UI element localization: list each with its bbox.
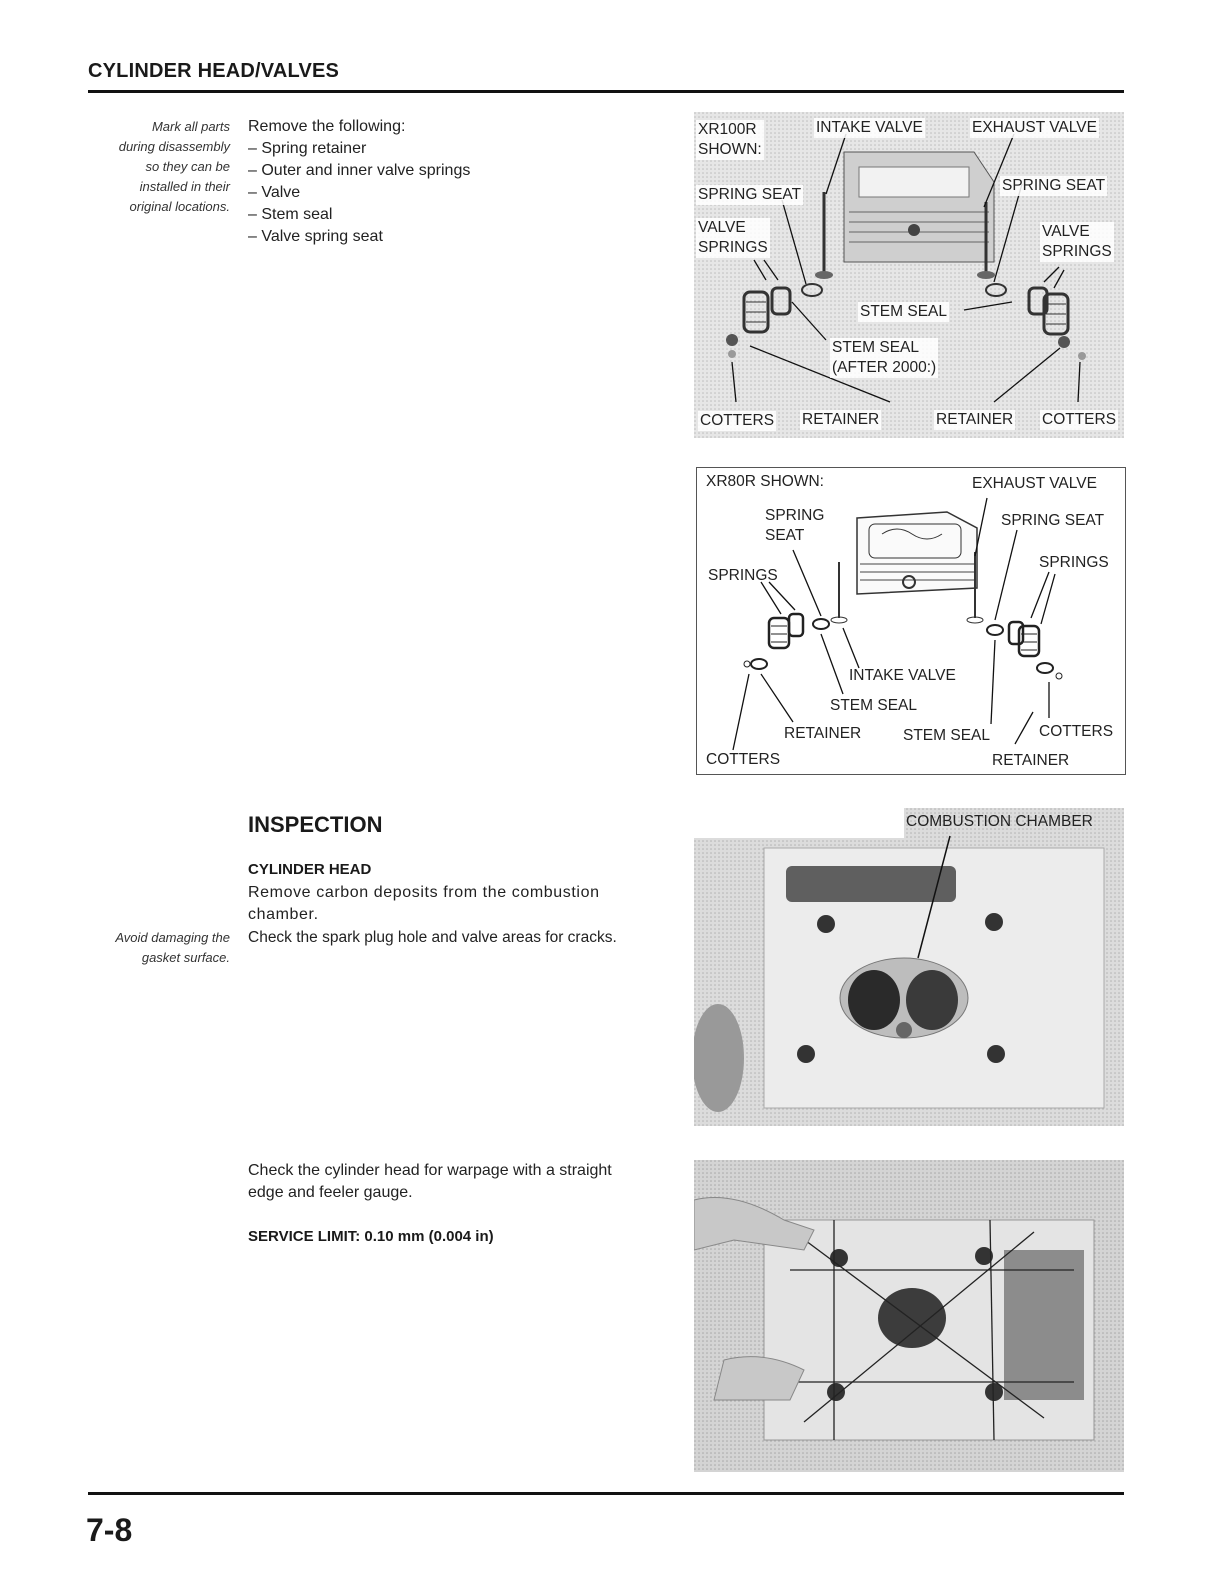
label-intake-valve: INTAKE VALVE	[816, 119, 923, 136]
label-xr100r-shown	[696, 120, 764, 160]
label-retainer-left: RETAINER	[784, 725, 862, 742]
removal-intro: Remove the following:	[248, 118, 406, 135]
label-retainer-right: RETAINER	[992, 752, 1070, 769]
paragraph-line: Check the cylinder head for warpage with a straight	[248, 1162, 612, 1179]
label-exhaust-valve: EXHAUST VALVE	[972, 475, 1097, 492]
side-note-line: Avoid damaging the	[115, 930, 230, 945]
label-text: SHOWN:	[698, 141, 762, 158]
section-title: CYLINDER HEAD/VALVES	[88, 60, 340, 82]
xr100r-valve-diagram	[694, 112, 1124, 438]
label-combustion-chamber: COMBUSTION CHAMBER	[906, 813, 1093, 830]
carbon-deposits-paragraph	[248, 882, 600, 926]
label-cotters-left: COTTERS	[700, 412, 775, 429]
label-cotters-right: COTTERS	[1042, 411, 1117, 428]
label-cotters-right: COTTERS	[1039, 723, 1114, 740]
gasket-side-note	[85, 928, 230, 968]
label-spring-seat-right: SPRING SEAT	[1002, 177, 1106, 194]
removal-list	[248, 116, 470, 248]
label-text: XR100R	[698, 121, 757, 138]
label-text: STEM SEAL	[832, 339, 919, 356]
warpage-check-image	[694, 1160, 1124, 1472]
label-text: (AFTER 2000:)	[832, 359, 937, 376]
label-text: SPRINGS	[1042, 243, 1112, 260]
cylinder-head-subheading: CYLINDER HEAD	[248, 861, 372, 878]
paragraph-line: Remove carbon deposits from the combustion	[248, 884, 600, 901]
label-exhaust-valve: EXHAUST VALVE	[972, 119, 1097, 136]
label-text: VALVE	[698, 219, 746, 236]
label-text: VALVE	[1042, 223, 1090, 240]
removal-item: – Outer and inner valve springs	[248, 162, 471, 179]
disassembly-side-note	[85, 117, 230, 217]
side-note-line: so they can be	[145, 159, 230, 174]
label-stem-seal-after-2000	[830, 338, 938, 378]
label-springs-left: SPRINGS	[708, 567, 778, 584]
xr80r-valve-diagram	[696, 467, 1126, 775]
label-retainer-left: RETAINER	[802, 411, 880, 428]
label-text: SPRING	[765, 507, 825, 524]
warpage-check-photo	[694, 1160, 1124, 1472]
label-text: SPRINGS	[698, 239, 768, 256]
label-stem-seal-right: STEM SEAL	[903, 727, 990, 744]
removal-item: – Valve spring seat	[248, 228, 383, 245]
side-note-line: gasket surface.	[141, 950, 230, 965]
label-cotters-left: COTTERS	[706, 751, 781, 768]
label-stem-seal-center: STEM SEAL	[830, 697, 917, 714]
page-number: 7-8	[86, 1512, 133, 1548]
label-spring-seat-right: SPRING SEAT	[1001, 512, 1105, 529]
side-note-line: original locations.	[129, 199, 230, 214]
combustion-chamber-photo	[694, 808, 1124, 1126]
footer-rule	[88, 1492, 1124, 1495]
label-text: SEAT	[765, 527, 805, 544]
combustion-chamber-image	[694, 808, 1124, 1126]
label-xr80r-shown: XR80R SHOWN:	[706, 473, 824, 490]
paragraph-line: chamber.	[248, 906, 319, 923]
header-rule	[88, 90, 1124, 93]
label-valve-springs-left	[696, 218, 770, 258]
label-spring-seat-left: SPRING SEAT	[698, 186, 802, 203]
service-limit: SERVICE LIMIT: 0.10 mm (0.004 in)	[248, 1228, 494, 1245]
warpage-paragraph	[248, 1160, 612, 1204]
side-note-line: Mark all parts	[151, 119, 230, 134]
removal-item: – Stem seal	[248, 206, 333, 223]
label-stem-seal: STEM SEAL	[860, 303, 947, 320]
paragraph-line: edge and feeler gauge.	[248, 1184, 413, 1201]
label-springs-right: SPRINGS	[1039, 554, 1109, 571]
xr100r-illustration	[694, 112, 1124, 438]
crack-check-text: Check the spark plug hole and valve areas for cracks.	[248, 929, 617, 946]
side-note-line: installed in their	[139, 179, 230, 194]
removal-item: – Valve	[248, 184, 301, 201]
removal-item: – Spring retainer	[248, 140, 367, 157]
label-retainer-right: RETAINER	[936, 411, 1014, 428]
side-note-line: during disassembly	[118, 139, 230, 154]
label-spring-seat-left	[763, 506, 826, 546]
label-valve-springs-right	[1040, 222, 1114, 262]
label-intake-valve: INTAKE VALVE	[849, 667, 956, 684]
inspection-heading: INSPECTION	[248, 812, 383, 837]
